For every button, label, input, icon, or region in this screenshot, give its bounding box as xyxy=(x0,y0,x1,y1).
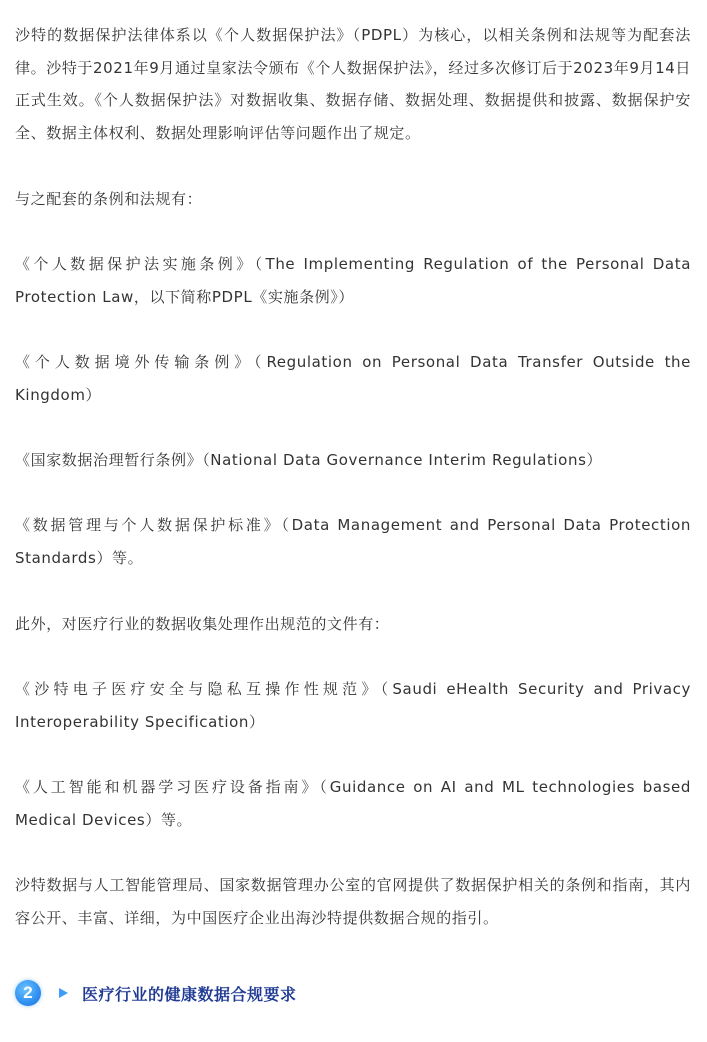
paragraph-related-regulations-heading: 与之配套的条例和法规有： xyxy=(15,189,203,208)
section-header xyxy=(15,978,297,1008)
section-title: 医疗行业的健康数据合规要求 xyxy=(82,984,297,1004)
paragraph-transfer-regulation: 《个人数据境外传输条例》（Regulation on Personal Data Transfer Outside the Kingdom） xyxy=(15,352,691,404)
section-number-badge: 2 xyxy=(15,980,41,1006)
paragraph-conclusion: 沙特数据与人工智能管理局、国家数据管理办公室的官网提供了数据保护相关的条例和指南，其内容公开、丰富、详细，为中国医疗企业出海沙特提供数据合规的指引。 xyxy=(15,876,691,927)
paragraph-implementing-regulation: 《个人数据保护法实施条例》（The Implementing Regulation of the Personal Data Protection Law，以下简称PDPL《实施条例》） xyxy=(15,254,691,306)
triangle-arrow-icon xyxy=(59,988,68,998)
paragraph-data-management-standards: 《数据管理与个人数据保护标准》（Data Management and Personal Data Protection Standards）等。 xyxy=(15,516,691,568)
paragraph-medical-documents-heading: 此外，对医疗行业的数据收集处理作出规范的文件有： xyxy=(15,614,390,633)
paragraph-ai-ml-guidance: 《人工智能和机器学习医疗设备指南》（Guidance on AI and ML technologies based Medical Devices）等。 xyxy=(15,778,691,829)
paragraph-intro: 沙特的数据保护法律体系以《个人数据保护法》（PDPL）为核心，以相关条例和法规等为配套法律。沙特于2021年9月通过皇家法令颁布《个人数据保护法》，经过多次修订后于2023年9月14日正式生效。《个人数据保护法》对数据收集、数据存储、数据处理、数据提供和披露、数据保护安全、数据主体权利、数据处理影响评估等问题作出了规定。 xyxy=(15,26,691,143)
paragraph-governance-regulation: 《国家数据治理暂行条例》（National Data Governance Interim Regulations） xyxy=(15,451,603,470)
article-body xyxy=(15,19,691,935)
paragraph-ehealth-specification: 《沙特电子医疗安全与隐私互操作性规范》（Saudi eHealth Security and Privacy Interoperability Specification） xyxy=(15,679,691,731)
